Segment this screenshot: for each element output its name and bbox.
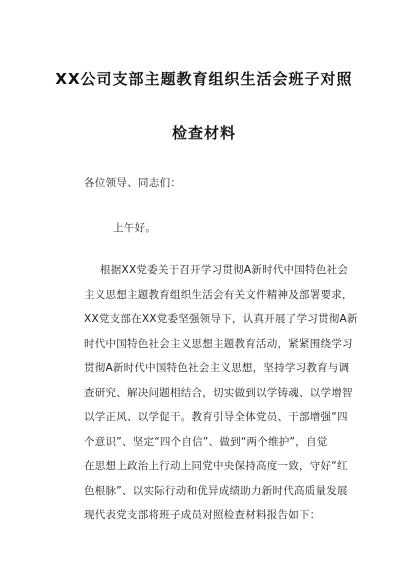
paragraph-line: 主义思想主题教育组织生活会有关文件精神及部署要求，: [84, 288, 353, 301]
greeting: 上午好。: [113, 222, 157, 234]
paragraph-line: XX党支部在XX党委坚强领导下，认真开展了学习贯彻A新: [84, 313, 358, 325]
paragraph-line: 时代中国特色社会主义思想主题教育活动，紧紧围绕学习: [84, 337, 353, 350]
paragraph-line: 现代表党支部将班子成员对照检查材料报告如下：: [84, 509, 321, 521]
paragraph-line: 以学正风、以学促干。教育引导全体党员、干部增强“四: [84, 411, 348, 423]
paragraph-line: 贯彻A新时代中国特色社会主义思想，坚持学习教育与调: [84, 362, 350, 374]
document-title-line-1: XX公司支部主题教育组织生活会班子对照: [55, 70, 353, 88]
document-title-line-2: 检查材料: [171, 124, 236, 142]
paragraph-line: 在思想上政治上行动上同党中央保持高度一致，守好“红: [84, 460, 348, 472]
body-paragraph: [84, 264, 358, 534]
salutation: 各位领导、同志们：: [84, 177, 182, 189]
paragraph-line: 色根脉”、以实际行动和优异成绩助力新时代高质量发展: [84, 484, 348, 497]
paragraph-line: 根据XX党委关于召开学习贯彻A新时代中国特色社会: [100, 264, 349, 276]
paragraph-line: 查研究、解决问题相结合，切实做到以学铸魂、以学增智: [84, 386, 353, 399]
paragraph-line: 个意识”、坚定“四个自信”、做到“两个维护”，自觉: [84, 435, 328, 448]
